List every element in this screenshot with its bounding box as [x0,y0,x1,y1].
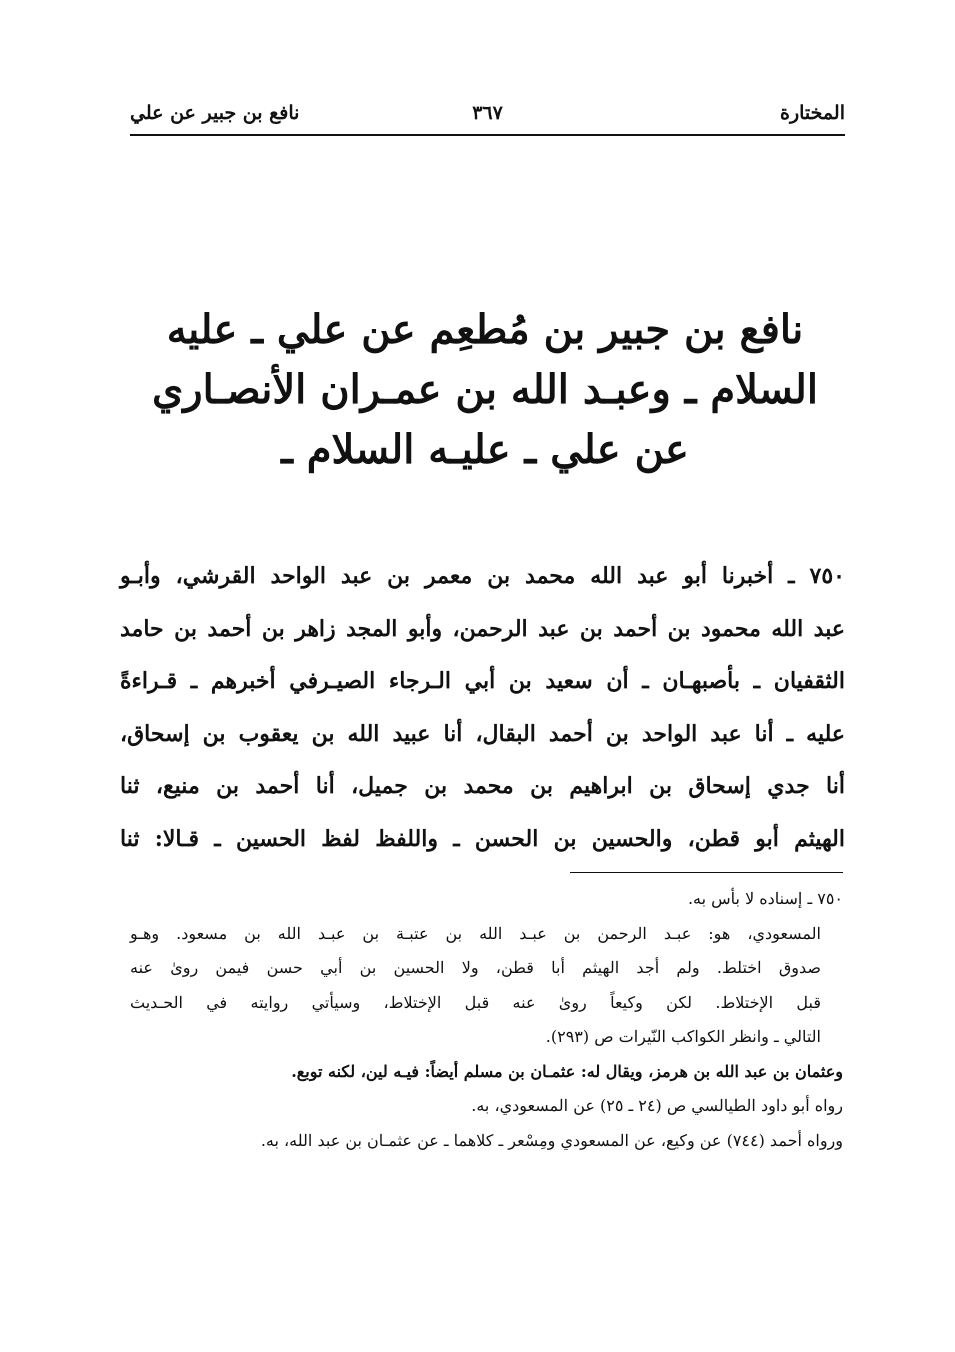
hadith-line: الثقفيان ـ بأصبهـان ـ أن سعيد بن أبي الـرجاء الصيـرفي أخبرهم ـ قـراءةً [120,668,845,694]
header-book-title: المختارة [780,102,845,124]
chapter-title: نافع بن جبير بن مُطعِم عن علي ـ عليه السلام ـ وعبـد الله بن عمـران الأنصـاري عن علي ـ عليـه السلام ـ [152,306,818,473]
footnote-line: المسعودي، هو: عبـد الرحمن بن عبـد الله بن عتبـة بن عبـد الله بن مسعود. وهـو [130,923,821,943]
footnote-separator [570,872,843,873]
hadith-text [120,550,845,865]
footnote-line: صدوق اختلط. ولم أجد الهيثم أبا قطن، ولا الحسين بن أبي حسن فيمن روىٰ عنه [130,958,822,977]
footnote-ahmad: ورواه أحمد (٧٤٤) عن وكيع، عن المسعودي ومِسْعر ـ كلاهما ـ عن عثمـان بن عبد الله، به. [260,1130,843,1150]
footnote-tayalisi: رواه أبو داود الطيالسي ص (٢٤ ـ ٢٥) عن المسعودي، به. [471,1096,843,1115]
hadith-line: عبد الله محمود بن أحمد بن عبد الرحمن، وأبو المجد زاهر بن أحمد بن حامد [120,615,845,642]
footnote-heading: ٧٥٠ ـ إسناده لا بأس به. [687,889,843,908]
hadith-line: أنا جدي إسحاق بن ابراهيم بن محمد بن جميل، أنا أحمد بن منيع، ثنا [120,773,845,799]
footnote-uthman: وعثمان بن عبد الله بن هرمز، ويقال له: عثمـان بن مسلم أيضاً: فيـه لين، لكنه توبع. [291,1061,843,1081]
running-header [130,100,845,136]
hadith-line: عليه ـ أنا عبد الواحد بن أحمد البقال، أنا عبيد الله بن يعقوب بن إسحاق، [120,720,845,747]
footnote-line: التالي ـ وانظر الكواكب النّيرات ص (٢٩٣). [545,1027,821,1046]
header-chapter-title: نافع بن جبير عن علي [130,102,300,124]
page-number: ٣٦٧ [472,102,503,124]
footnotes [130,882,843,1158]
hadith-line: ٧٥٠ ـ أخبرنا أبو عبد الله محمد بن معمر بن عبد الواحد القرشي، وأبـو [120,563,845,589]
footnote-line: قبل الإختلاط. لكن وكيعاً روىٰ عنه قبل الإختلاط، وسيأتي روايته في الحـديث [130,992,822,1012]
hadith-line: الهيثم أبو قطن، والحسين بن الحسن ـ واللفظ لفظ الحسين ـ قـالا: ثنا [120,825,845,852]
